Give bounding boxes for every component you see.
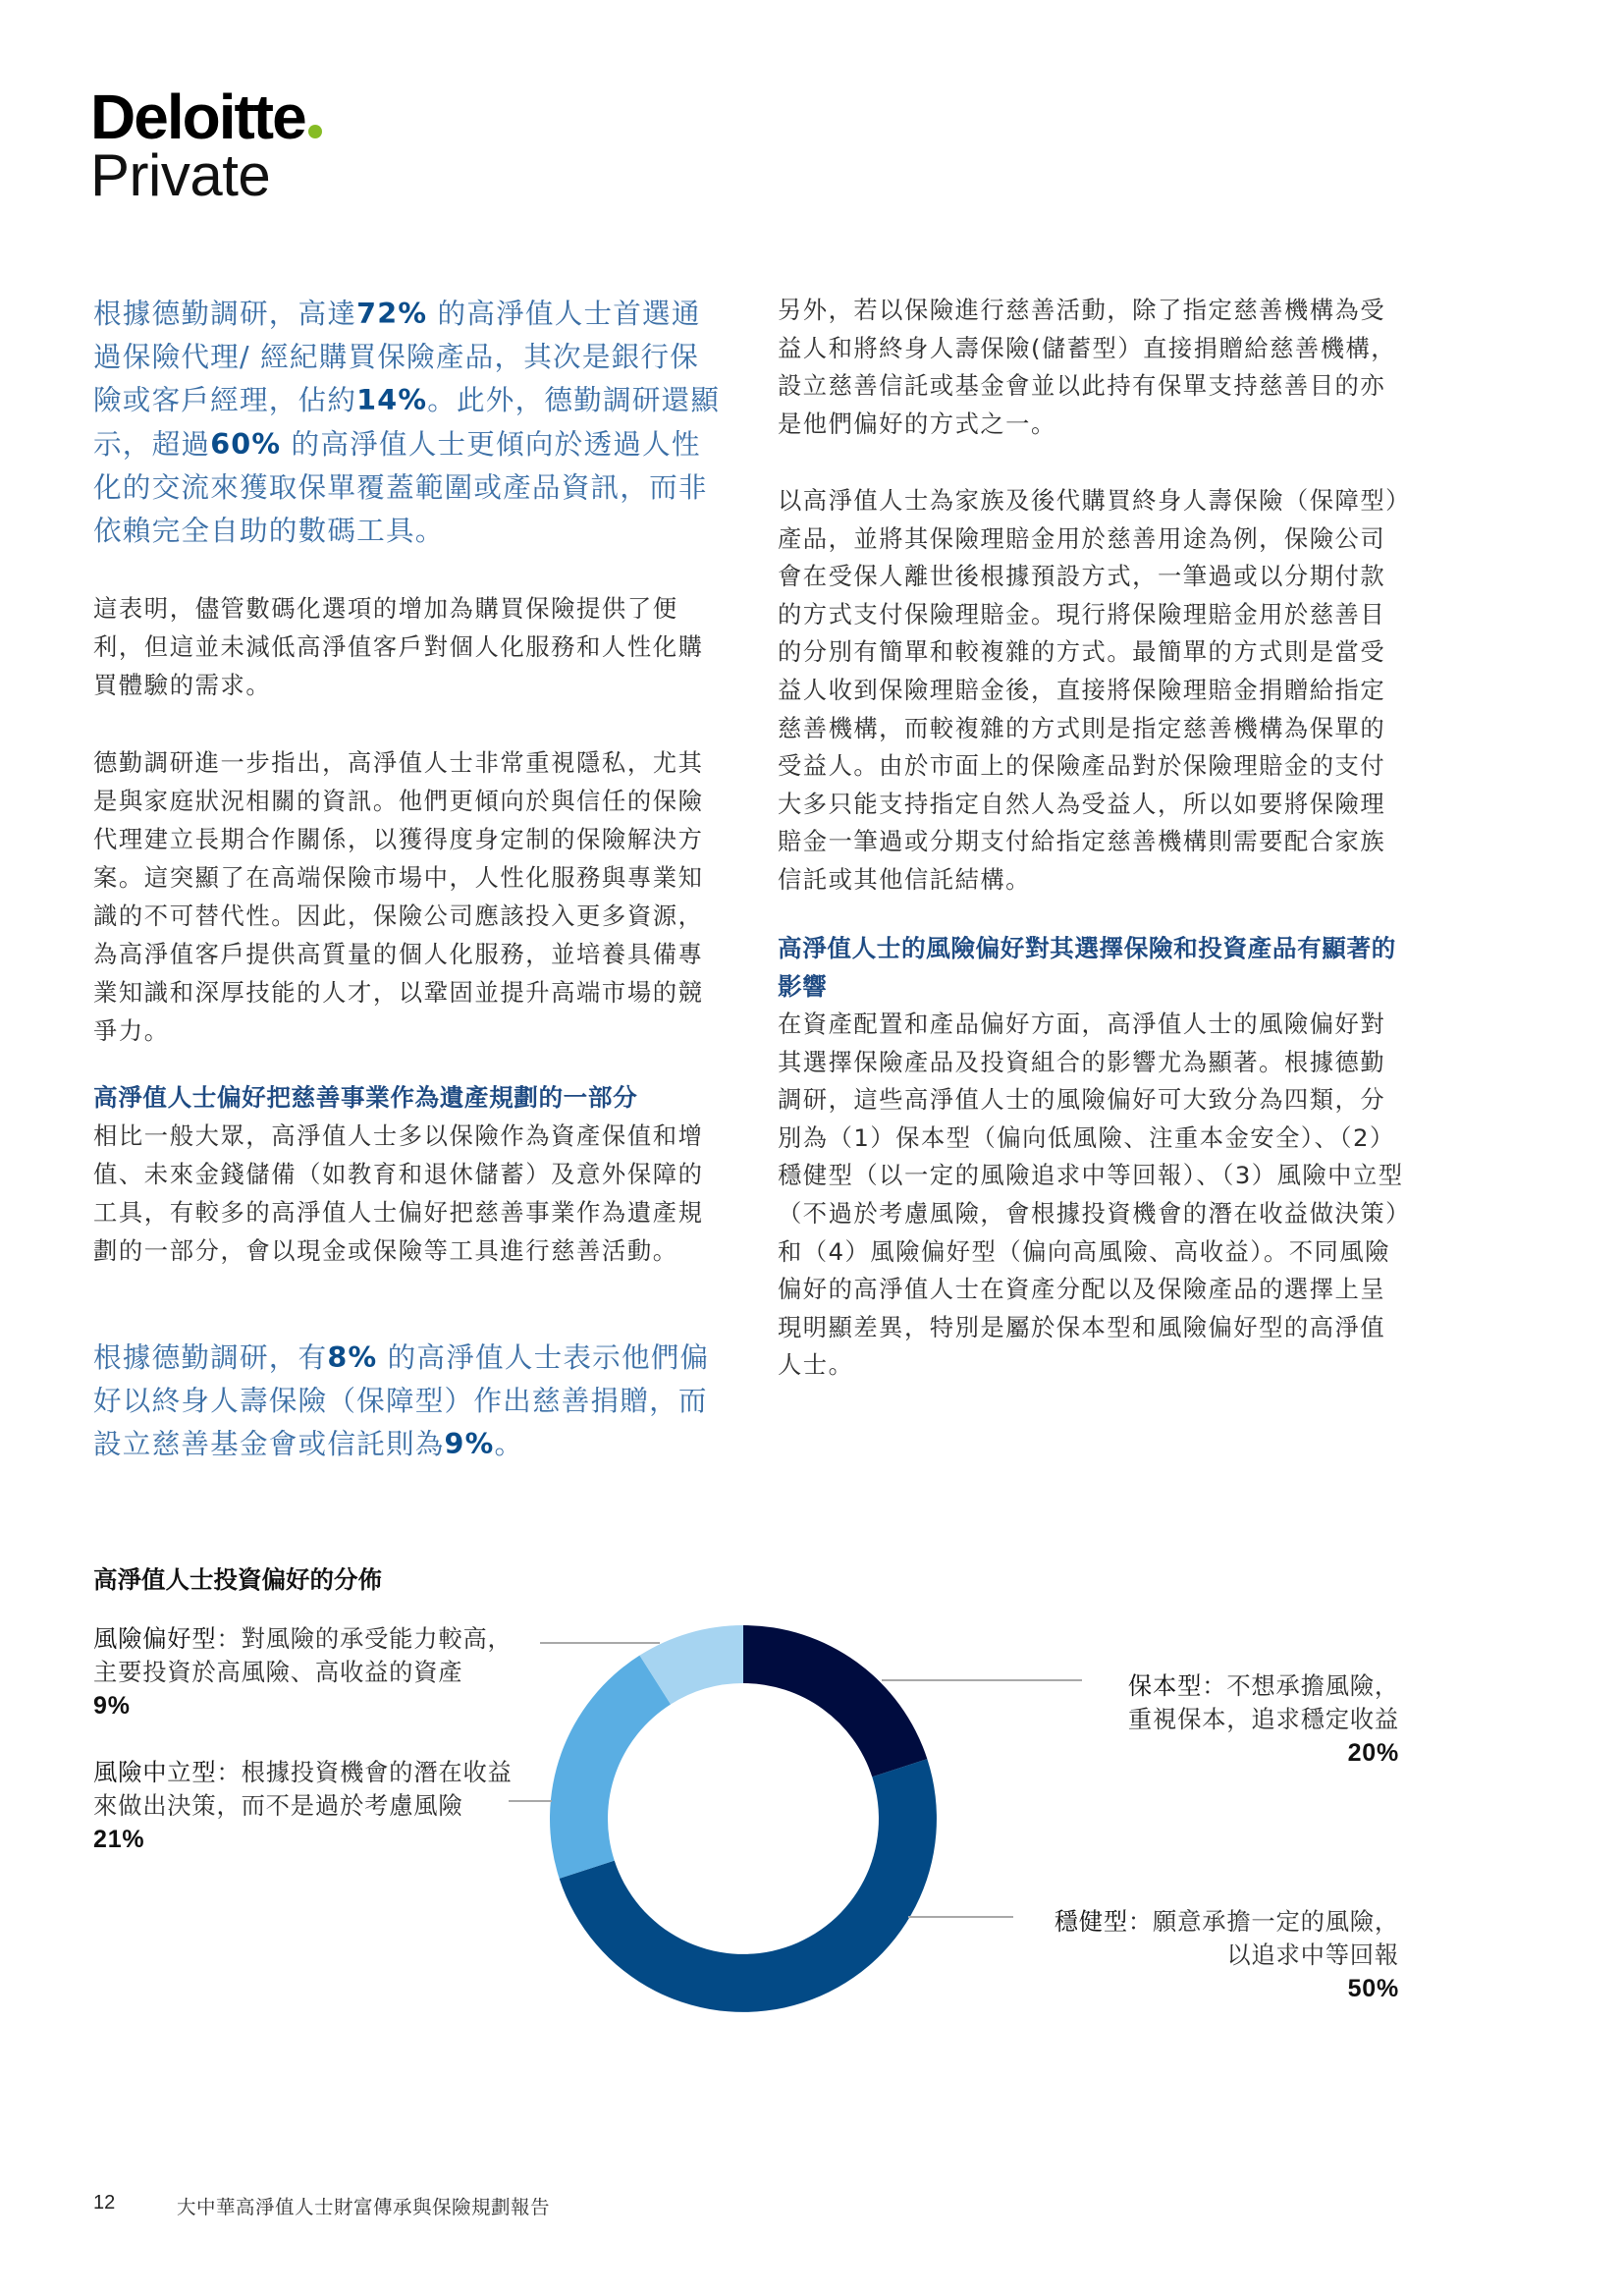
label-desc-line2: 來做出決策，而不是過於考慮風險 <box>93 1791 463 1820</box>
callout-1-text: 根據德勤調研，高達 <box>93 297 357 330</box>
label-name: 風險中立型 <box>93 1758 217 1786</box>
label-name: 保本型 <box>1127 1671 1203 1700</box>
callout-2-text: 的高淨值人士表示他們偏好以終身人壽保險（保障型）作出慈善捐贈，而設立慈善基金會或信託則為 <box>93 1340 710 1461</box>
callout-2-text: 。 <box>494 1427 524 1461</box>
label-name: 穩健型 <box>1054 1907 1128 1936</box>
callout-1-text: 。此外，德勤調研還顯示，超過 <box>93 383 721 461</box>
page-number: 12 <box>93 2192 116 2214</box>
footer-report-title: 大中華高淨值人士財富傳承與保險規劃報告 <box>177 2196 551 2218</box>
paragraph-risk-preference: 在資產配置和產品偏好方面，高淨值人士的風險偏好對其選擇保險產品及投資組合的影響尤為顯著。根據德勤調研，這些高淨值人士的風險偏好可大致分為四類，分別為（1）保本型（偏向低風險、注重本金安全）、（2）穩健型（以一定的風險追求中等回報）、（3）風險中立型（不過於考慮風險，會根據投資機會的潛在收益做決策）和（4）風險偏好型（偏向高風險、高收益）。不同風險偏好的高淨值人士在資產分配以及保險產品的選擇上呈現明顯差異，特別是屬於保本型和風險偏好型的高淨值人士。 <box>778 1010 1404 1380</box>
label-separator: ： <box>216 1758 242 1786</box>
chart-title: 高淨值人士投資偏好的分佈 <box>93 1565 382 1594</box>
paragraph-digital-options: 這表明，儘管數碼化選項的增加為購買保險提供了便利，但這並未減低高淨值客戶對個人化服務和人性化購買體驗的需求。 <box>93 594 704 699</box>
donut-slice-steady <box>560 1759 937 2012</box>
label-capital-preservation <box>1128 1669 1399 1770</box>
callout-1-text: 的高淨值人士首選通過保險代理/ 經紀購買保險產品，其次是銀行保險或客戶經理，佔約 <box>93 297 701 417</box>
donut-slice-risk-neutral <box>550 1656 671 1879</box>
label-desc-line1: 不想承擔風險， <box>1226 1671 1399 1700</box>
callout-1-highlight-percent: 14% <box>356 383 428 417</box>
label-desc-line1: 對風險的承受能力較高， <box>241 1624 513 1653</box>
label-percent: 50% <box>1347 1975 1399 2002</box>
label-desc-line1: 願意承擔一定的風險， <box>1153 1907 1399 1936</box>
label-desc-line2: 重視保本，追求穩定收益 <box>1127 1705 1399 1733</box>
label-percent: 9% <box>93 1692 131 1720</box>
callout-2-text: 根據德勤調研，有 <box>93 1340 328 1374</box>
logo-wordmark: Deloitte <box>90 82 305 152</box>
paragraph-charity-methods: 另外，若以保險進行慈善活動，除了指定慈善機構為受益人和將終身人壽保險(儲蓄型）直接捐贈給慈善機構，設立慈善信託或基金會並以此持有保單支持慈善目的亦是他們偏好的方式之一。 <box>778 296 1397 438</box>
label-separator: ： <box>1202 1671 1227 1700</box>
label-desc-line1: 根據投資機會的潛在收益 <box>241 1758 513 1786</box>
donut-slice-capital-preservation <box>743 1625 927 1777</box>
label-desc-line2: 主要投資於高風險、高收益的資產 <box>93 1658 463 1686</box>
paragraph-privacy: 德勤調研進一步指出，高淨值人士非常重視隱私，尤其是與家庭狀況相關的資訊。他們更傾向於與信任的保險代理建立長期合作關係，以獲得度身定制的保險解決方案。這突顯了在高端保險市場中，人性化服務與專業知識的不可替代性。因此，保險公司應該投入更多資源，為高淨值客戶提供高質量的個人化服務，並培養具備專業知識和深厚技能的人才，以鞏固並提升高端市場的競爭力。 <box>93 748 704 1045</box>
label-percent: 20% <box>1347 1739 1399 1767</box>
label-desc-line2: 以追求中等回報 <box>1226 1941 1399 1969</box>
label-risk-seeking <box>93 1622 513 1722</box>
subheading-philanthropy: 高淨值人士偏好把慈善事業作為遺產規劃的一部分 <box>93 1083 638 1112</box>
label-separator: ： <box>1127 1907 1154 1936</box>
callout-1-highlight-percent: 60% <box>210 426 282 461</box>
callout-1-text: 的高淨值人士更傾向於透過人性化的交流來獲取保單覆蓋範圍或產品資訊，而非依賴完全自助的數碼工具。 <box>93 426 708 548</box>
paragraph-philanthropy: 相比一般大眾，高淨值人士多以保險作為資產保值和增值、未來金錢儲備（如教育和退休儲蓄）及意外保障的工具，有較多的高淨值人士偏好把慈善事業作為遺產規劃的一部分，會以現金或保險等工具進行慈善活動。 <box>93 1121 704 1265</box>
callout-2-highlight-percent: 9% <box>444 1427 495 1461</box>
callout-2-highlight-percent: 8% <box>327 1340 378 1374</box>
paragraph-claims-payout: 以高淨值人士為家族及後代購買終身人壽保險（保障型）產品，並將其保險理賠金用於慈善用途為例，保險公司會在受保人離世後根據預設方式，一筆過或以分期付款的方式支付保險理賠金。現行將保險理賠金用於慈善目的分別有簡單和較複雜的方式。最簡單的方式則是當受益人收到保險理賠金後，直接將保險理賠金捐贈給指定慈善機構，而較複雜的方式則是指定慈善機構為保單的受益人。由於市面上的保險產品對於保險理賠金的支付大多只能支持指定自然人為受益人，所以如要將保險理賠金一筆過或分期支付給指定慈善機構則需要配合家族信託或其他信託結構。 <box>778 486 1399 894</box>
subheading-risk-preference: 高淨值人士的風險偏好對其選擇保險和投資產品有顯著的影響 <box>778 934 1396 1001</box>
label-separator: ： <box>216 1624 242 1653</box>
label-name: 風險偏好型 <box>93 1624 217 1653</box>
logo-private: Private <box>90 142 271 208</box>
label-risk-neutral <box>93 1756 513 1856</box>
label-percent: 21% <box>93 1826 145 1853</box>
label-steady <box>1055 1905 1399 2005</box>
callout-1-highlight-percent: 72% <box>356 297 428 330</box>
